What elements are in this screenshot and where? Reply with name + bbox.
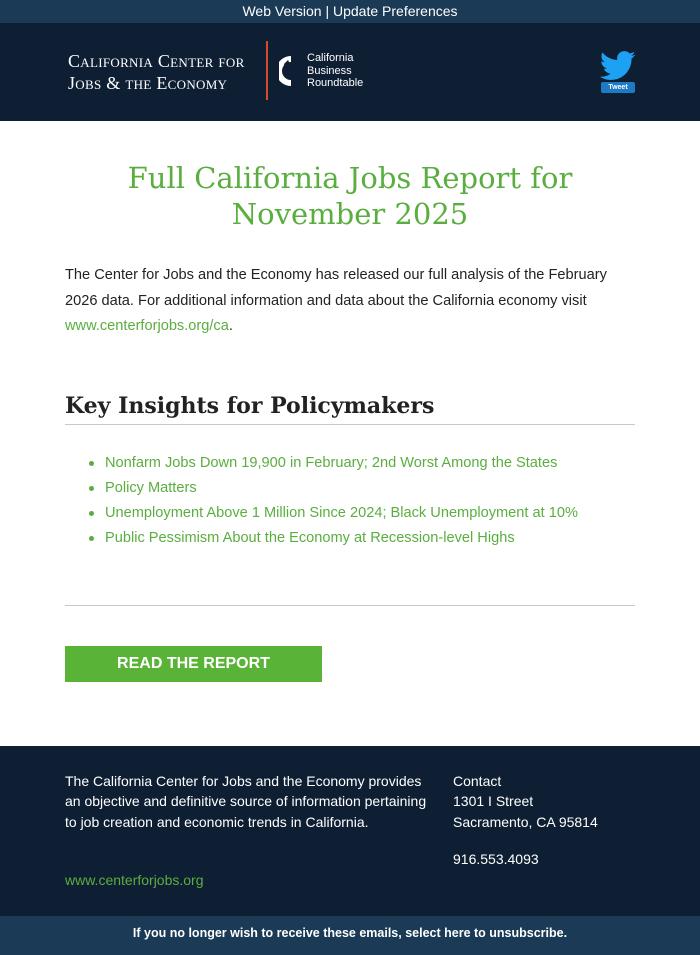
- intro-end: .: [228, 318, 233, 334]
- logo-line-2: Jobs & the Economy: [68, 73, 228, 93]
- twitter-share[interactable]: [600, 51, 636, 95]
- divider: [65, 605, 635, 606]
- title-line-2: November 2025: [231, 197, 469, 231]
- cbr-logo-icon: [279, 54, 303, 88]
- bullet-icon: [89, 511, 94, 516]
- title-line-1: Full California Jobs Report for: [127, 161, 573, 195]
- update-preferences-link[interactable]: Update Preferences: [333, 3, 458, 19]
- footer: [0, 746, 700, 916]
- address-line-1: 1301 I Street: [453, 793, 534, 810]
- cbr-line-3: Roundtable: [307, 77, 364, 89]
- contact-heading: Contact: [453, 773, 502, 789]
- top-bar: [0, 0, 700, 23]
- read-report-label: READ THE REPORT: [117, 655, 270, 672]
- twitter-bird-icon: [600, 51, 636, 81]
- unsubscribe-bar[interactable]: [0, 916, 700, 955]
- insight-link[interactable]: Nonfarm Jobs Down 19,900 in February; 2nd Worst Among the States: [105, 455, 558, 471]
- logo-divider: [266, 41, 268, 100]
- ccje-logo[interactable]: [68, 50, 245, 94]
- divider: [65, 424, 635, 425]
- topbar-separator: |: [325, 3, 330, 19]
- cbr-line-1: California: [307, 52, 354, 64]
- intro-paragraph: [65, 263, 640, 340]
- insight-item[interactable]: [87, 476, 578, 501]
- bullet-icon: [89, 486, 94, 491]
- logo-line-1: California Center for: [68, 51, 245, 71]
- insight-link[interactable]: Unemployment Above 1 Million Since 2024; Black Unemployment at 10%: [105, 505, 578, 521]
- intro-text: The Center for Jobs and the Economy has released our full analysis of the February 2026 data. For additional information and data about the California economy visit: [65, 267, 607, 309]
- footer-about-text: The California Center for Jobs and the Economy provides an objective and definitive source of information pertaining to job creation and economic trends in California.: [65, 773, 427, 830]
- tweet-label: Tweet: [608, 84, 628, 91]
- centerforjobs-ca-link[interactable]: www.centerforjobs.org/ca: [65, 318, 229, 334]
- cbr-logo[interactable]: [307, 52, 363, 90]
- insight-item[interactable]: [87, 501, 578, 526]
- insight-item[interactable]: [87, 451, 578, 476]
- insights-heading: Key Insights for Policymakers: [65, 393, 435, 419]
- bullet-icon: [89, 536, 94, 541]
- phone-number[interactable]: 916.553.4093: [453, 850, 539, 867]
- read-report-button[interactable]: [65, 646, 322, 682]
- contact-block: [453, 771, 598, 869]
- page-title: [40, 160, 660, 232]
- insight-link[interactable]: Policy Matters: [105, 480, 197, 496]
- cbr-line-2: Business: [307, 64, 352, 77]
- insight-link[interactable]: Public Pessimism About the Economy at Recession-level Highs: [105, 530, 515, 546]
- address-line-2: Sacramento, CA 95814: [453, 813, 598, 830]
- web-version-link[interactable]: Web Version: [242, 3, 322, 19]
- tweet-button[interactable]: [601, 82, 635, 93]
- insight-item[interactable]: [87, 526, 578, 551]
- unsubscribe-text[interactable]: If you no longer wish to receive these emails, select here to unsubscribe.: [132, 926, 568, 940]
- email-header: [0, 23, 700, 121]
- bullet-icon: [89, 461, 94, 466]
- footer-website-link[interactable]: www.centerforjobs.org: [65, 872, 204, 888]
- insights-list: [87, 451, 578, 551]
